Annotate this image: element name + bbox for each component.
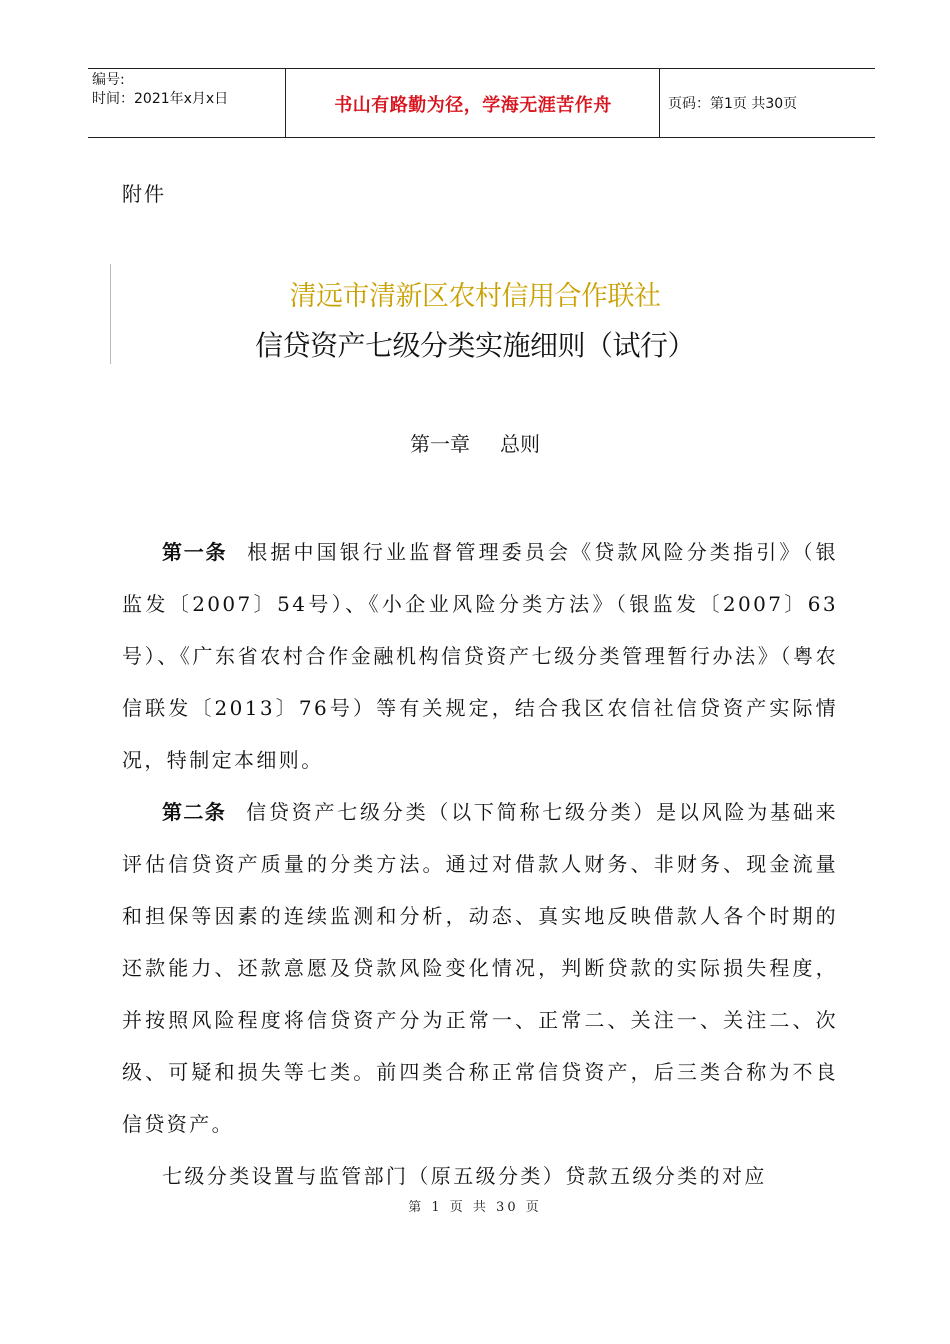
document-number-label: 编号: — [92, 72, 125, 88]
header-divider — [659, 69, 660, 137]
chapter-number: 第一章 — [410, 432, 470, 456]
chapter-heading — [0, 428, 950, 457]
header-divider — [285, 69, 286, 137]
header-motto: 书山有路勤为径，学海无涯苦作舟 — [334, 95, 612, 116]
article-label: 第一条 — [162, 540, 228, 564]
article-paragraph — [122, 526, 838, 786]
document-time-label: 时间：2021年x月x日 — [92, 91, 229, 107]
page-footer: 第 1 页 共 30 页 — [408, 1200, 542, 1215]
article-label: 第二条 — [162, 800, 227, 824]
document-title-organization: 清远市清新区农村信用合作联社 — [289, 281, 661, 312]
body-paragraph: 七级分类设置与监管部门（原五级分类）贷款五级分类的对应 — [162, 1164, 767, 1188]
page-header — [88, 68, 875, 138]
attachment-label: 附件 — [122, 182, 166, 206]
chapter-name: 总则 — [500, 432, 540, 456]
article-paragraph — [122, 786, 838, 1150]
header-meta — [92, 71, 284, 109]
header-page-info: 页码：第1页 共30页 — [668, 96, 798, 112]
article-text: 信贷资产七级分类（以下简称七级分类）是以风险为基础来评估信贷资产质量的分类方法。通过对借款人财务、非财务、现金流量和担保等因素的连续监测和分析，动态、真实地反映借款人各个时期的还款能力、还款意愿及贷款风险变化情况，判断贷款的实际损失程度，并按照风险程度将信贷资产分为正常一、正常二、关注一、关注二、次级、可疑和损失等七类。前四类合称正常信贷资产，后三类合称为不良信贷资产。 — [122, 800, 838, 1136]
document-body — [122, 526, 838, 1202]
article-text: 根据中国银行业监督管理委员会《贷款风险分类指引》（银监发〔2007〕54号）、《小企业风险分类方法》（银监发〔2007〕63号）、《广东省农村合作金融机构信贷资产七级分类管理暂行办法》（粤农信联发〔2013〕76号）等有关规定，结合我区农信社信贷资产实际情况，特制定本细则。 — [122, 540, 839, 772]
document-title-main: 信贷资产七级分类实施细则（试行） — [254, 329, 695, 362]
